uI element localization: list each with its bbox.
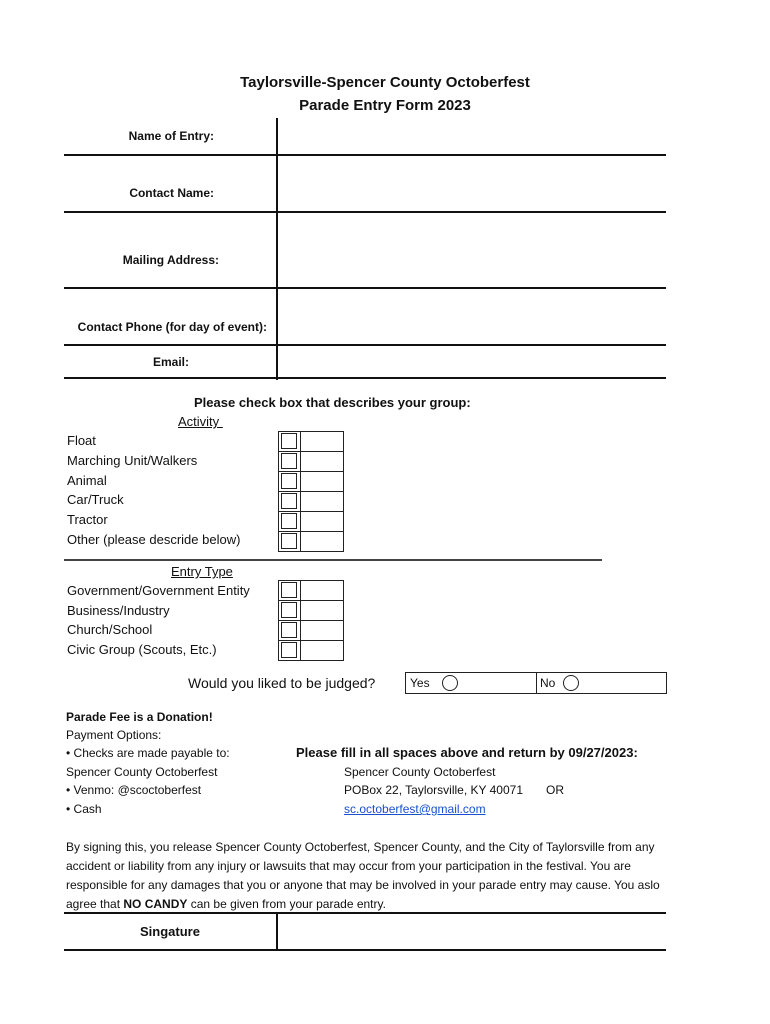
signature-input[interactable] (277, 914, 663, 948)
judging-yes-label: Yes (410, 676, 430, 690)
judging-no-radio[interactable] (563, 675, 579, 691)
entry-type-label: Civic Group (Scouts, Etc.) (67, 642, 217, 657)
activity-checkbox-grid (278, 431, 344, 552)
fee-heading: Parade Fee is a Donation! (66, 710, 213, 724)
entry-type-label: Church/School (67, 622, 153, 637)
contact-phone-input[interactable] (277, 290, 663, 344)
divider (64, 211, 666, 213)
entry-type-label: Business/Industry (67, 603, 170, 618)
divider (64, 344, 666, 346)
activity-checkbox-marching[interactable] (281, 453, 297, 469)
judging-divider (536, 673, 537, 693)
group-instruction: Please check box that describes your group: (194, 395, 471, 410)
entry-type-label: Government/Government Entity (67, 583, 250, 598)
liability-paragraph (66, 838, 676, 914)
entry-type-checkbox-government[interactable] (281, 582, 297, 598)
name-of-entry-label: Name of Entry: (128, 129, 214, 143)
email-label: Email: (152, 355, 189, 369)
return-or: OR (546, 783, 564, 797)
payment-venmo: • Venmo: @scoctoberfest (66, 783, 202, 797)
judging-options (405, 672, 667, 694)
entry-type-checkbox-civic[interactable] (281, 642, 297, 658)
entry-type-heading: Entry Type (171, 564, 233, 579)
contact-phone-label: Contact Phone (for day of event): (77, 320, 267, 334)
name-of-entry-input[interactable] (277, 120, 663, 154)
liability-text-end: can be given from your parade entry. (187, 897, 386, 911)
contact-name-input[interactable] (277, 157, 663, 211)
liability-text: By signing this, you release Spencer County Octoberfest, Spencer County, and the City of Taylorsville from any accident or liability from any injury or lawsuits that may occur from your participation in the festival. You are responsible for any damages that you or anyone that may be involved in your parade entry may cause. You aslo agree that (66, 840, 660, 911)
form-subtitle: Parade Entry Form 2023 (299, 97, 471, 114)
activity-checkbox-float[interactable] (281, 433, 297, 449)
mailing-address-input[interactable] (277, 214, 663, 287)
judging-no-label: No (540, 676, 556, 690)
entry-type-checkbox-business[interactable] (281, 602, 297, 618)
payment-payee: Spencer County Octoberfest (66, 765, 218, 779)
judging-yes-radio[interactable] (442, 675, 458, 691)
activity-checkbox-car-truck[interactable] (281, 493, 297, 509)
no-candy-emphasis: NO CANDY (123, 897, 188, 911)
activity-label: Other (please descride below) (67, 532, 241, 547)
activity-label: Tractor (67, 512, 108, 527)
return-org: Spencer County Octoberfest (344, 765, 496, 779)
email-input[interactable] (277, 347, 663, 377)
activity-checkbox-other[interactable] (281, 533, 297, 549)
judging-question: Would you liked to be judged? (188, 675, 376, 691)
activity-checkbox-animal[interactable] (281, 473, 297, 489)
payment-options-label: Payment Options: (66, 728, 162, 742)
section-divider (64, 559, 602, 561)
return-address: POBox 22, Taylorsville, KY 40071 (344, 783, 523, 797)
entry-type-checkbox-grid (278, 580, 344, 661)
activity-label: Car/Truck (67, 492, 124, 507)
return-instruction: Please fill in all spaces above and return by 09/27/2023: (296, 745, 638, 760)
divider (64, 377, 666, 379)
divider (64, 287, 666, 289)
activity-heading: Activity (178, 414, 223, 429)
entry-type-checkbox-church[interactable] (281, 622, 297, 638)
divider (64, 949, 666, 951)
activity-label: Float (67, 433, 96, 448)
payment-cash: • Cash (66, 802, 102, 816)
activity-label: Animal (67, 473, 107, 488)
divider (64, 154, 666, 156)
activity-label: Marching Unit/Walkers (67, 453, 198, 468)
return-email-link[interactable]: sc.octoberfest@gmail.com (344, 802, 486, 816)
contact-name-label: Contact Name: (129, 186, 214, 200)
mailing-address-label: Mailing Address: (122, 253, 219, 267)
signature-label: Singature (140, 924, 200, 939)
activity-checkbox-tractor[interactable] (281, 513, 297, 529)
form-title: Taylorsville-Spencer County Octoberfest (240, 74, 530, 91)
payment-checks: • Checks are made payable to: (66, 746, 230, 760)
